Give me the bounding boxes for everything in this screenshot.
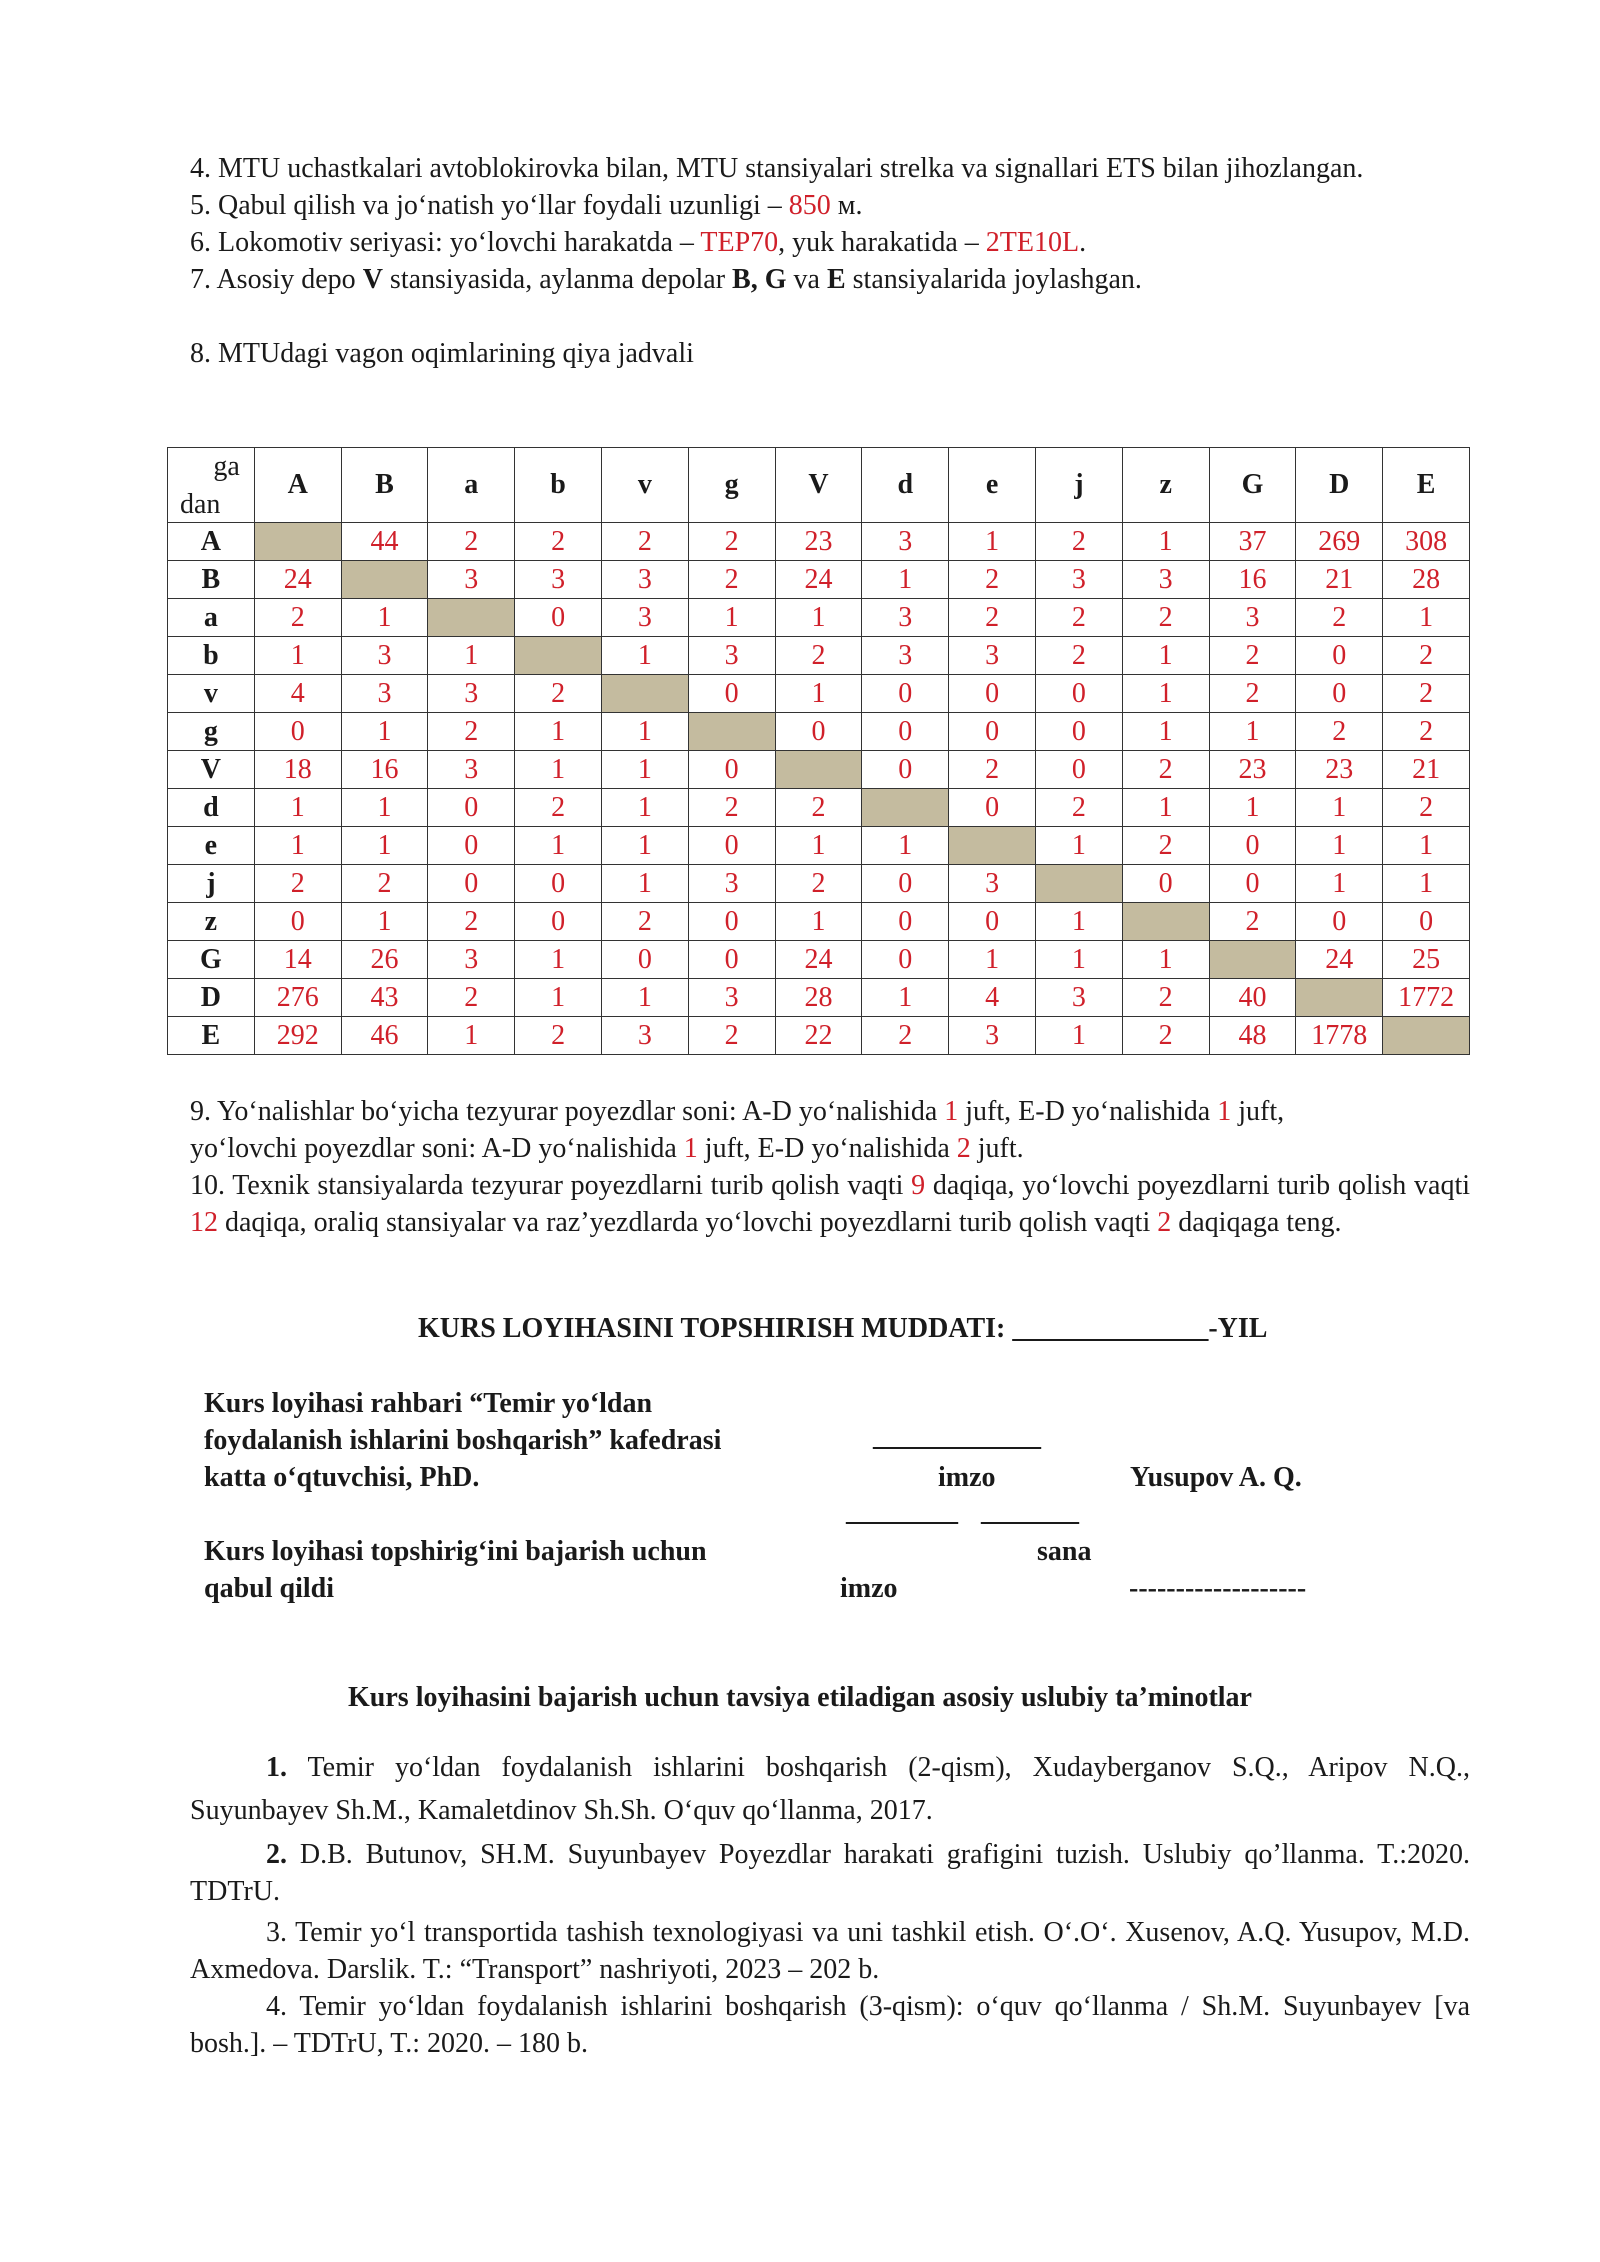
item-6: 6. Lokomotiv seriyasi: yo‘lovchi harakatda – TEP70, yuk harakatida – 2TE10L. (190, 227, 1087, 258)
table-cell: 1 (949, 523, 1036, 561)
table-cell: 2 (1122, 599, 1209, 637)
table-cell: 0 (601, 941, 688, 979)
table-cell: 0 (862, 675, 949, 713)
row-header: b (168, 637, 255, 675)
literature-title: Kurs loyihasini bajarish uchun tavsiya etiladigan asosiy uslubiy ta’minotlar (348, 1682, 1252, 1713)
row-header: d (168, 789, 255, 827)
table-cell: 0 (1035, 751, 1122, 789)
column-header: e (949, 448, 1036, 523)
table-cell: 1772 (1383, 979, 1470, 1017)
table-row (168, 979, 1470, 1017)
table-cell: 26 (341, 941, 428, 979)
column-header: b (515, 448, 602, 523)
table-cell: 2 (1296, 599, 1383, 637)
table-cell: 0 (1035, 675, 1122, 713)
table-cell: 2 (775, 789, 862, 827)
table-cell: 1 (862, 979, 949, 1017)
table-cell: 0 (688, 751, 775, 789)
table-cell: 1 (601, 979, 688, 1017)
diagonal-cell (1209, 941, 1296, 979)
table-cell: 22 (775, 1017, 862, 1055)
row-header: E (168, 1017, 255, 1055)
table-cell: 3 (515, 561, 602, 599)
signature-line: ____________ (873, 1421, 1041, 1452)
table-cell: 2 (688, 1017, 775, 1055)
table-cell: 2 (1122, 979, 1209, 1017)
table-row (168, 599, 1470, 637)
row-header: g (168, 713, 255, 751)
table-cell: 1 (862, 827, 949, 865)
table-cell: 14 (254, 941, 341, 979)
table-cell: 1 (341, 713, 428, 751)
passenger-loco-value: TEP70 (700, 227, 779, 258)
table-cell: 0 (949, 789, 1036, 827)
table-cell: 1 (949, 941, 1036, 979)
table-cell: 1 (1122, 675, 1209, 713)
column-header: z (1122, 448, 1209, 523)
table-row (168, 865, 1470, 903)
table-cell: 1 (1209, 789, 1296, 827)
table-cell: 16 (1209, 561, 1296, 599)
dashes-line: ------------------- (1129, 1573, 1307, 1604)
row-header: B (168, 561, 255, 599)
table-cell: 3 (341, 675, 428, 713)
table-cell: 2 (688, 523, 775, 561)
table-cell: 2 (1035, 637, 1122, 675)
table-cell: 3 (1035, 561, 1122, 599)
table-cell: 2 (1209, 675, 1296, 713)
supervisor-name: Yusupov A. Q. (1130, 1462, 1302, 1493)
table-cell: 0 (949, 675, 1036, 713)
table-cell: 24 (775, 561, 862, 599)
table-cell: 0 (688, 903, 775, 941)
table-row (168, 751, 1470, 789)
table-cell: 3 (1209, 599, 1296, 637)
table-cell: 2 (949, 599, 1036, 637)
reference-2: 2. D.B. Butunov, SH.M. Suyunbayev Poyezdlar harakati grafigini tuzish. Uslubiy qo’llanma. T.:2020. TDTrU. (190, 1839, 1470, 1907)
diagonal-cell (1122, 903, 1209, 941)
table-cell: 44 (341, 523, 428, 561)
table-cell: 3 (428, 675, 515, 713)
table-cell: 1 (341, 827, 428, 865)
date-line-a: ________ (846, 1496, 958, 1527)
table-cell: 2 (949, 751, 1036, 789)
table-cell: 18 (254, 751, 341, 789)
table-cell: 3 (1035, 979, 1122, 1017)
item-9-line-2: yo‘lovchi poyezdlar soni: A-D yo‘nalishida 1 juft, E-D yo‘nalishida 2 juft. (190, 1133, 1024, 1164)
table-cell: 3 (949, 865, 1036, 903)
diagonal-cell (601, 675, 688, 713)
table-cell: 0 (688, 827, 775, 865)
table-row (168, 523, 1470, 561)
table-cell: 2 (1209, 637, 1296, 675)
table-cell: 3 (949, 1017, 1036, 1055)
table-cell: 0 (1296, 637, 1383, 675)
table-cell: 1 (601, 865, 688, 903)
imzo-label-2: imzo (840, 1573, 898, 1604)
table-cell: 0 (254, 903, 341, 941)
row-header: G (168, 941, 255, 979)
row-header: v (168, 675, 255, 713)
diagonal-cell (515, 637, 602, 675)
table-cell: 3 (601, 1017, 688, 1055)
table-cell: 2 (515, 1017, 602, 1055)
table-cell: 3 (1122, 561, 1209, 599)
row-header: e (168, 827, 255, 865)
table-cell: 37 (1209, 523, 1296, 561)
table-cell: 0 (1383, 903, 1470, 941)
table-cell: 1 (1035, 1017, 1122, 1055)
column-header: v (601, 448, 688, 523)
table-cell: 2 (1383, 675, 1470, 713)
table-cell: 2 (1122, 827, 1209, 865)
table-row (168, 713, 1470, 751)
table-cell: 3 (688, 637, 775, 675)
table-cell: 1 (1383, 865, 1470, 903)
table-cell: 23 (1296, 751, 1383, 789)
item-9-line-1: 9. Yo‘nalishlar bo‘yicha tezyurar poyezdlar soni: A-D yo‘nalishida 1 juft, E-D yo‘nalishida 1 juft, (190, 1096, 1285, 1127)
table-cell: 1 (1122, 637, 1209, 675)
table-cell: 3 (949, 637, 1036, 675)
diagonal-cell (341, 561, 428, 599)
table-cell: 1 (601, 713, 688, 751)
table-cell: 3 (428, 561, 515, 599)
sana-label: sana (1037, 1536, 1092, 1567)
table-cell: 0 (254, 713, 341, 751)
corner-from-label: dan (180, 489, 221, 520)
table-cell: 3 (862, 523, 949, 561)
table-cell: 24 (254, 561, 341, 599)
table-cell: 0 (1122, 865, 1209, 903)
table-cell: 1 (1035, 941, 1122, 979)
imzo-label-1: imzo (938, 1462, 996, 1493)
table-cell: 2 (428, 713, 515, 751)
table-cell: 1 (428, 1017, 515, 1055)
table-cell: 2 (515, 523, 602, 561)
table-cell: 0 (862, 751, 949, 789)
table-cell: 2 (254, 865, 341, 903)
table-cell: 2 (428, 523, 515, 561)
item-8: 8. MTUdagi vagon oqimlarining qiya jadvali (190, 338, 694, 369)
table-cell: 1 (601, 637, 688, 675)
table-cell: 2 (862, 1017, 949, 1055)
column-header: B (341, 448, 428, 523)
table-cell: 0 (688, 675, 775, 713)
diagonal-cell (428, 599, 515, 637)
literature-list (190, 1746, 1470, 2062)
row-header: a (168, 599, 255, 637)
diagonal-cell (1383, 1017, 1470, 1055)
table-cell: 0 (515, 865, 602, 903)
reference-1: 1. Temir yo‘ldan foydalanish ishlarini boshqarish (2-qism), Xudayberganov S.Q., Aripov N.Q., Suyunbayev Sh.M., Kamaletdinov Sh.Sh. O‘quv qo‘llanma, 2017. (190, 1752, 1470, 1826)
table-cell: 3 (601, 561, 688, 599)
table-cell: 1 (775, 903, 862, 941)
table-cell: 1 (1296, 789, 1383, 827)
table-cell: 0 (688, 941, 775, 979)
table-cell: 2 (1209, 903, 1296, 941)
table-cell: 1 (515, 827, 602, 865)
table-cell: 0 (1296, 675, 1383, 713)
table-cell: 2 (1035, 789, 1122, 827)
table-cell: 2 (775, 865, 862, 903)
table-cell: 0 (862, 903, 949, 941)
reference-3: 3. Temir yo‘l transportida tashish texnologiyasi va uni tashkil etish. O‘.O‘. Xusenov, A.Q. Yusupov, M.D. Axmedova. Darslik. T.: “Transport” nashriyoti, 2023 – 202 b. (190, 1917, 1470, 1985)
table-cell: 1 (601, 789, 688, 827)
table-row (168, 637, 1470, 675)
table-cell: 2 (688, 789, 775, 827)
table-cell: 0 (428, 865, 515, 903)
table-cell: 0 (949, 713, 1036, 751)
useful-length-value: 850 (788, 190, 831, 221)
table-cell: 1 (1035, 903, 1122, 941)
table-row (168, 941, 1470, 979)
table-cell: 1 (1296, 827, 1383, 865)
freight-loco-value: 2TE10L (985, 227, 1080, 258)
table-cell: 269 (1296, 523, 1383, 561)
diagonal-cell (775, 751, 862, 789)
table-cell: 1 (1122, 523, 1209, 561)
table-cell: 1 (428, 637, 515, 675)
table-cell: 4 (949, 979, 1036, 1017)
table-cell: 40 (1209, 979, 1296, 1017)
table-cell: 43 (341, 979, 428, 1017)
table-cell: 1 (688, 599, 775, 637)
table-cell: 3 (601, 599, 688, 637)
table-cell: 0 (862, 865, 949, 903)
table-cell: 2 (601, 523, 688, 561)
table-cell: 2 (601, 903, 688, 941)
column-header: A (254, 448, 341, 523)
table-cell: 2 (428, 979, 515, 1017)
table-cell: 2 (254, 599, 341, 637)
table-cell: 0 (428, 789, 515, 827)
items-9-10 (190, 1093, 1470, 1241)
row-header: A (168, 523, 255, 561)
supervisor-label: Kurs loyihasi rahbari “Temir yo‘ldan foydalanish ishlarini boshqarish” kafedrasi katta o‘qtuvchisi, PhD. (204, 1388, 722, 1493)
column-header: V (775, 448, 862, 523)
table-cell: 1778 (1296, 1017, 1383, 1055)
column-header: E (1383, 448, 1470, 523)
column-header: d (862, 448, 949, 523)
table-cell: 1 (775, 599, 862, 637)
table-cell: 276 (254, 979, 341, 1017)
table-cell: 23 (775, 523, 862, 561)
table-row (168, 903, 1470, 941)
table-cell: 2 (1296, 713, 1383, 751)
date-line-b: _______ (981, 1496, 1079, 1527)
table-cell: 1 (515, 979, 602, 1017)
corner-to-label: ga (213, 451, 240, 482)
table-cell: 1 (601, 827, 688, 865)
table-cell: 46 (341, 1017, 428, 1055)
table-cell: 2 (1383, 637, 1470, 675)
reference-4: 4. Temir yo‘ldan foydalanish ishlarini boshqarish (3-qism): o‘quv qo‘llanma / Sh.M. Suyunbayev [va bosh.]. – TDTrU, T.: 2020. – 180 b. (190, 1991, 1470, 2059)
table-row (168, 675, 1470, 713)
table-cell: 24 (1296, 941, 1383, 979)
table-cell: 28 (775, 979, 862, 1017)
table-cell: 1 (254, 637, 341, 675)
table-cell: 2 (1383, 789, 1470, 827)
table-cell: 4 (254, 675, 341, 713)
table-cell: 0 (1209, 827, 1296, 865)
table-cell: 1 (254, 789, 341, 827)
table-cell: 0 (949, 903, 1036, 941)
row-header: j (168, 865, 255, 903)
table-cell: 28 (1383, 561, 1470, 599)
table-cell: 0 (862, 713, 949, 751)
table-cell: 2 (1035, 523, 1122, 561)
table-cell: 2 (775, 637, 862, 675)
diagonal-cell (862, 789, 949, 827)
table-cell: 1 (1296, 865, 1383, 903)
table-cell: 0 (1209, 865, 1296, 903)
table-corner-cell (168, 448, 255, 523)
table-cell: 1 (515, 713, 602, 751)
table-cell: 21 (1296, 561, 1383, 599)
table-cell: 3 (341, 637, 428, 675)
table-cell: 0 (1296, 903, 1383, 941)
table-cell: 16 (341, 751, 428, 789)
table-cell: 1 (341, 789, 428, 827)
table-cell: 1 (1122, 713, 1209, 751)
column-header: g (688, 448, 775, 523)
receiver-label: Kurs loyihasi topshirig‘ini bajarish uchun qabul qildi (204, 1536, 707, 1604)
table-cell: 2 (515, 675, 602, 713)
table-cell: 1 (254, 827, 341, 865)
table-cell: 0 (515, 903, 602, 941)
table-cell: 3 (688, 979, 775, 1017)
table-cell: 1 (1122, 941, 1209, 979)
table-cell: 2 (688, 561, 775, 599)
column-header: j (1035, 448, 1122, 523)
table-row (168, 789, 1470, 827)
table-cell: 1 (341, 599, 428, 637)
row-header: V (168, 751, 255, 789)
table-cell: 292 (254, 1017, 341, 1055)
diagonal-cell (1035, 865, 1122, 903)
table-cell: 3 (428, 941, 515, 979)
diagonal-cell (254, 523, 341, 561)
table-cell: 1 (515, 941, 602, 979)
table-cell: 1 (1209, 713, 1296, 751)
table-cell: 2 (1122, 1017, 1209, 1055)
table-cell: 23 (1209, 751, 1296, 789)
item-10: 10. Texnik stansiyalarda tezyurar poyezdlarni turib qolish vaqti 9 daqiqa, yo‘lovchi poyezdlarni turib qolish vaqti 12 daqiqa, oraliq stansiyalar va raz’yezdlarda yo‘lovchi poyezdlarni turib qolish vaqti 2 daqiqaga teng. (190, 1170, 1471, 1238)
table-row (168, 1017, 1470, 1055)
intro-section (190, 150, 1470, 372)
table-header-row (168, 448, 1470, 523)
table-cell: 1 (341, 903, 428, 941)
table-cell: 1 (1035, 827, 1122, 865)
wagon-flow-table (167, 447, 1470, 1055)
table-cell: 3 (862, 637, 949, 675)
table-cell: 3 (428, 751, 515, 789)
table-cell: 308 (1383, 523, 1470, 561)
item-4: 4. MTU uchastkalari avtoblokirovka bilan, MTU stansiyalari strelka va signallari ETS bilan jihozlangan. (190, 153, 1364, 184)
table-cell: 0 (428, 827, 515, 865)
table-cell: 3 (688, 865, 775, 903)
item-7: 7. Asosiy depo V stansiyasida, aylanma depolar B, G va E stansiyalarida joylashgan. (190, 264, 1142, 295)
table-cell: 21 (1383, 751, 1470, 789)
item-5: 5. Qabul qilish va jo‘natish yo‘llar foydali uzunligi – 850 м. (190, 190, 863, 221)
diagonal-cell (1296, 979, 1383, 1017)
table-cell: 0 (862, 941, 949, 979)
table-cell: 1 (1122, 789, 1209, 827)
table-row (168, 827, 1470, 865)
table-cell: 1 (862, 561, 949, 599)
table-cell: 2 (1122, 751, 1209, 789)
diagonal-cell (949, 827, 1036, 865)
table-cell: 1 (775, 675, 862, 713)
column-header: D (1296, 448, 1383, 523)
table-cell: 1 (775, 827, 862, 865)
row-header: z (168, 903, 255, 941)
table-cell: 0 (775, 713, 862, 751)
table-row (168, 561, 1470, 599)
table-cell: 2 (428, 903, 515, 941)
table-cell: 1 (601, 751, 688, 789)
table-cell: 48 (1209, 1017, 1296, 1055)
table-cell: 25 (1383, 941, 1470, 979)
diagonal-cell (688, 713, 775, 751)
row-header: D (168, 979, 255, 1017)
table-cell: 0 (515, 599, 602, 637)
column-header: a (428, 448, 515, 523)
table-cell: 2 (341, 865, 428, 903)
table-cell: 1 (1383, 827, 1470, 865)
table-cell: 2 (1383, 713, 1470, 751)
table-cell: 3 (862, 599, 949, 637)
column-header: G (1209, 448, 1296, 523)
table-cell: 0 (1035, 713, 1122, 751)
table-cell: 2 (949, 561, 1036, 599)
table-cell: 2 (1035, 599, 1122, 637)
table-cell: 2 (515, 789, 602, 827)
table-cell: 24 (775, 941, 862, 979)
table-cell: 1 (515, 751, 602, 789)
submission-deadline: KURS LOYIHASINI TOPSHIRISH MUDDATI: ______________-YIL (418, 1313, 1268, 1344)
table-cell: 1 (1383, 599, 1470, 637)
